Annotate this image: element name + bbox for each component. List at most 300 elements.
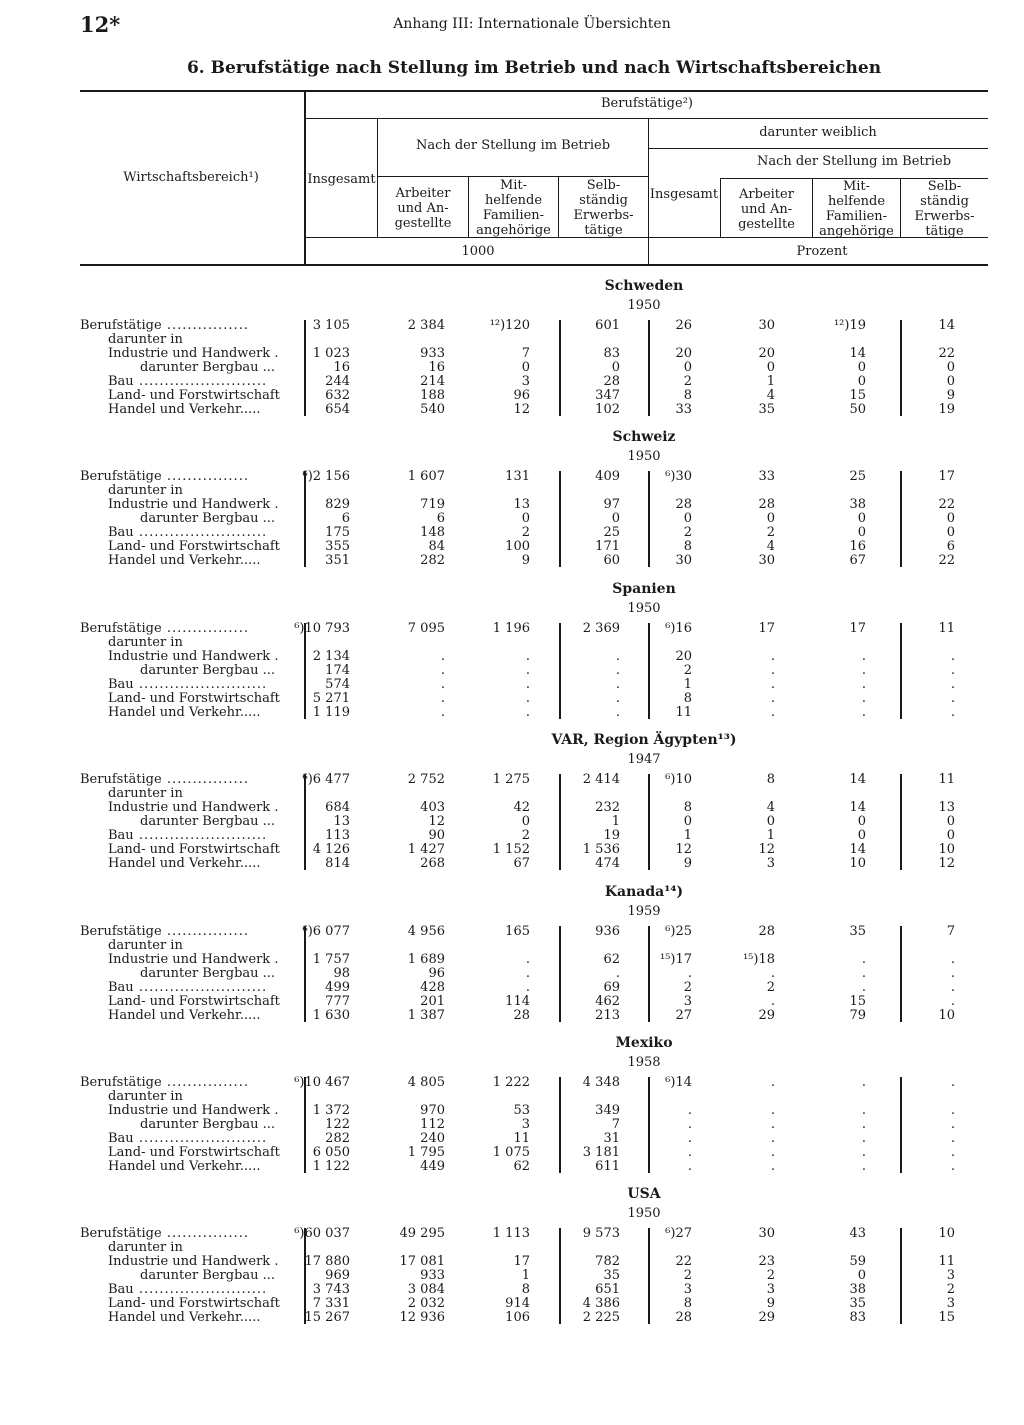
table-cell: 4 805 (407, 1075, 445, 1090)
table-cell: 31 (603, 1131, 620, 1146)
table-cell: 970 (420, 1103, 445, 1118)
table-cell: 30 (758, 1226, 775, 1241)
row-label-text: Bau (108, 525, 134, 540)
row-label (108, 635, 290, 650)
row-label (80, 1075, 290, 1090)
census-year: 1959 (627, 904, 661, 919)
table-cell: 19 (938, 402, 955, 417)
row-label (140, 1268, 290, 1283)
table-cell: 20 (675, 649, 692, 664)
table-cell: 29 (758, 1008, 775, 1023)
row-label-text: Handel und Verkehr..... (108, 705, 261, 720)
table-cell: 1 536 (582, 842, 620, 857)
row-label (108, 402, 290, 417)
table-cell: 3 (521, 374, 530, 389)
table-cell: 347 (595, 388, 620, 403)
table-cell: 3 105 (312, 318, 350, 333)
table-cell: . (770, 1117, 775, 1132)
row-label-text: darunter in (108, 332, 183, 347)
table-cell: 7 (521, 346, 530, 361)
table-cell: 8 (521, 1282, 530, 1297)
table-cell: . (861, 1145, 866, 1160)
table-cell: . (770, 994, 775, 1009)
country-name: Schweiz (612, 429, 676, 445)
row-label-text: darunter Bergbau ... (140, 360, 276, 375)
table-cell: 12 (758, 842, 775, 857)
table-cell: 2 (683, 525, 692, 540)
table-cell: ⁶)16 (665, 621, 692, 636)
row-label (108, 856, 290, 871)
table-cell: ⁶)2 156 (302, 469, 350, 484)
table-cell: 3 743 (312, 1282, 350, 1297)
table-cell: 777 (325, 994, 350, 1009)
table-cell: 11 (938, 1254, 955, 1269)
table-cell: . (687, 1131, 692, 1146)
table-cell: 122 (325, 1117, 350, 1132)
table-cell: 0 (521, 814, 530, 829)
table-cell: 0 (946, 374, 955, 389)
header-berufstaetige: Berufstätige²) (601, 96, 693, 111)
table-cell: 7 (946, 924, 955, 939)
table-cell: 2 032 (407, 1296, 445, 1311)
table-cell: . (687, 966, 692, 981)
row-label-text: Handel und Verkehr..... (108, 856, 261, 871)
table-cell: . (525, 980, 530, 995)
row-label-text: darunter Bergbau ... (140, 663, 276, 678)
table-cell: 4 (766, 539, 775, 554)
table-cell: 14 (849, 800, 866, 815)
table-cell: . (770, 663, 775, 678)
table-cell: 2 (521, 828, 530, 843)
row-label-text: Bau (108, 677, 134, 692)
row-label-text: Land- und Forstwirtschaft (108, 1145, 280, 1160)
table-cell: 8 (683, 800, 692, 815)
row-label-text: Industrie und Handwerk . (108, 952, 279, 967)
table-cell: 2 (766, 525, 775, 540)
table-cell: . (770, 1131, 775, 1146)
table-cell: 96 (428, 966, 445, 981)
table-cell: . (861, 691, 866, 706)
table-cell: 0 (857, 374, 866, 389)
table-cell: . (950, 952, 955, 967)
leader-dots: ................ (161, 469, 249, 484)
row-label-text: Handel und Verkehr..... (108, 1008, 261, 1023)
table-cell: 13 (938, 800, 955, 815)
table-cell: 213 (595, 1008, 620, 1023)
table-cell: 0 (946, 360, 955, 375)
header-darunter-weiblich: darunter weiblich (759, 125, 877, 140)
leader-dots: ......................... (133, 828, 268, 843)
table-cell: 19 (603, 828, 620, 843)
table-cell: 540 (420, 402, 445, 417)
row-label (108, 842, 290, 857)
table-cell: 0 (683, 511, 692, 526)
table-cell: ⁶)6 077 (302, 924, 350, 939)
table-cell: 83 (849, 1310, 866, 1325)
table-cell: 1 (611, 814, 620, 829)
table-cell: 11 (513, 1131, 530, 1146)
table-cell: 38 (849, 497, 866, 512)
table-cell: ⁶)10 (665, 772, 692, 787)
row-label-text: Berufstätige (80, 772, 162, 787)
table-cell: 20 (758, 346, 775, 361)
table-cell: ⁶)10 467 (294, 1075, 350, 1090)
row-label-text: Bau (108, 1131, 134, 1146)
table-cell: . (615, 705, 620, 720)
table-cell: . (525, 663, 530, 678)
table-cell: 2 414 (582, 772, 620, 787)
table-cell: . (615, 691, 620, 706)
table-cell: 814 (325, 856, 350, 871)
row-label (108, 1131, 290, 1146)
table-cell: 30 (758, 318, 775, 333)
header-wirtschaftsbereich: Wirtschaftsbereich¹) (123, 170, 259, 185)
table-cell: 102 (595, 402, 620, 417)
row-label (108, 1103, 290, 1118)
country-name: Spanien (612, 581, 676, 597)
table-cell: 35 (603, 1268, 620, 1283)
table-cell: ⁶)30 (665, 469, 692, 484)
table-cell: 1 630 (312, 1008, 350, 1023)
row-label (108, 677, 290, 692)
table-cell: ⁶)60 037 (294, 1226, 350, 1241)
table-cell: 67 (849, 553, 866, 568)
row-label (108, 800, 290, 815)
row-label (108, 346, 290, 361)
table-cell: 0 (683, 814, 692, 829)
row-label-text: Bau (108, 980, 134, 995)
row-label-text: Industrie und Handwerk . (108, 649, 279, 664)
table-cell: 3 084 (407, 1282, 445, 1297)
table-cell: . (950, 677, 955, 692)
row-label (80, 772, 290, 787)
row-label-text: Berufstätige (80, 621, 162, 636)
table-cell: 17 (513, 1254, 530, 1269)
row-label (140, 814, 290, 829)
table-cell: 8 (683, 691, 692, 706)
table-cell: 244 (325, 374, 350, 389)
table-cell: 1 275 (492, 772, 530, 787)
row-label-text: darunter Bergbau ... (140, 1268, 276, 1283)
country-name: VAR, Region Ägypten¹³) (551, 732, 737, 748)
header-nach-stellung: Nach der Stellung im Betrieb (415, 138, 611, 153)
table-cell: . (861, 1075, 866, 1090)
row-label-text: Bau (108, 1282, 134, 1297)
leader-dots: ......................... (133, 374, 268, 389)
table-cell: . (861, 1131, 866, 1146)
country-name: Kanada¹⁴) (604, 884, 684, 900)
table-cell: 349 (595, 1103, 620, 1118)
table-cell: 12 (513, 402, 530, 417)
table-cell: 23 (758, 1254, 775, 1269)
row-label (108, 786, 290, 801)
row-label-text: Land- und Forstwirtschaft (108, 1296, 280, 1311)
table-cell: 936 (595, 924, 620, 939)
table-cell: 4 (766, 388, 775, 403)
table-cell: 2 (683, 980, 692, 995)
table-cell: 0 (766, 360, 775, 375)
table-cell: 9 (683, 856, 692, 871)
table-cell: 0 (946, 828, 955, 843)
table-cell: . (950, 649, 955, 664)
table-cell: 574 (325, 677, 350, 692)
table-cell: 232 (595, 800, 620, 815)
row-label-text: darunter Bergbau ... (140, 814, 276, 829)
table-cell: 933 (420, 346, 445, 361)
census-year: 1947 (627, 752, 661, 767)
table-cell: . (525, 705, 530, 720)
table-cell: 1 023 (312, 346, 350, 361)
leader-dots: ......................... (133, 525, 268, 540)
header-nach-stellung-weiblich: Nach der Stellung im Betrieb (756, 154, 952, 169)
table-cell: 2 (683, 1268, 692, 1283)
row-label-text: Handel und Verkehr..... (108, 1310, 261, 1325)
table-cell: ⁶)10 793 (294, 621, 350, 636)
table-cell: 28 (675, 1310, 692, 1325)
table-cell: 113 (325, 828, 350, 843)
table-cell: . (770, 1103, 775, 1118)
table-cell: 0 (857, 511, 866, 526)
row-label-text: darunter in (108, 1089, 183, 1104)
table-cell: 3 (683, 994, 692, 1009)
table-cell: 16 (333, 360, 350, 375)
page-number: 12* (80, 12, 121, 37)
table-cell: ¹²)120 (489, 318, 530, 333)
table-cell: 3 181 (582, 1145, 620, 1160)
table-cell: 10 (938, 1226, 955, 1241)
table-cell: . (687, 1103, 692, 1118)
table-cell: 11 (938, 772, 955, 787)
table-cell: 0 (611, 511, 620, 526)
table-cell: 428 (420, 980, 445, 995)
row-label-text: Land- und Forstwirtschaft (108, 994, 280, 1009)
table-cell: 1 795 (407, 1145, 445, 1160)
row-label (80, 1226, 290, 1241)
table-cell: 17 (758, 621, 775, 636)
table-cell: 11 (675, 705, 692, 720)
table-cell: 268 (420, 856, 445, 871)
table-cell: 282 (325, 1131, 350, 1146)
table-cell: 0 (857, 525, 866, 540)
table-cell: . (770, 691, 775, 706)
table-cell: 0 (683, 360, 692, 375)
table-cell: 22 (938, 497, 955, 512)
table-cell: ⁶)27 (665, 1226, 692, 1241)
table-cell: 13 (513, 497, 530, 512)
table-cell: . (950, 1145, 955, 1160)
row-label-text: Industrie und Handwerk . (108, 1103, 279, 1118)
table-cell: 10 (938, 842, 955, 857)
table-cell: 62 (603, 952, 620, 967)
row-label (108, 938, 290, 953)
table-cell: . (525, 952, 530, 967)
table-cell: 14 (849, 842, 866, 857)
row-label (80, 469, 290, 484)
table-cell: 25 (603, 525, 620, 540)
table-cell: 33 (675, 402, 692, 417)
table-cell: 12 (675, 842, 692, 857)
table-cell: 22 (675, 1254, 692, 1269)
table-cell: 2 225 (582, 1310, 620, 1325)
table-cell: 3 (946, 1268, 955, 1283)
table-cell: 53 (513, 1103, 530, 1118)
row-label (80, 621, 290, 636)
table-cell: 9 (946, 388, 955, 403)
table-cell: 17 (849, 621, 866, 636)
row-label-text: Land- und Forstwirtschaft (108, 842, 280, 857)
header-bottom-rule (80, 264, 988, 266)
table-cell: 0 (766, 511, 775, 526)
table-cell: 9 (521, 553, 530, 568)
table-cell: . (770, 966, 775, 981)
row-label-text: Land- und Forstwirtschaft (108, 539, 280, 554)
table-cell: 15 (849, 994, 866, 1009)
table-cell: 27 (675, 1008, 692, 1023)
table-cell: 0 (766, 814, 775, 829)
table-cell: 12 936 (399, 1310, 445, 1325)
table-cell: . (861, 1159, 866, 1174)
table-cell: 30 (675, 553, 692, 568)
table-cell: . (861, 649, 866, 664)
table-cell: 2 134 (312, 649, 350, 664)
table-cell: 67 (513, 856, 530, 871)
table-cell: . (525, 649, 530, 664)
row-label-text: darunter in (108, 938, 183, 953)
table-cell: 6 (436, 511, 445, 526)
row-label-text: darunter Bergbau ... (140, 1117, 276, 1132)
table-cell: 148 (420, 525, 445, 540)
table-cell: ¹²)19 (833, 318, 866, 333)
table-cell: 0 (946, 511, 955, 526)
leader-dots: ................ (161, 1226, 249, 1241)
table-cell: 0 (857, 1268, 866, 1283)
table-cell: 15 (938, 1310, 955, 1325)
table-cell: 12 (938, 856, 955, 871)
header-mithelfende: Mit- helfende Familien- angehörige (476, 178, 551, 238)
row-label (108, 1145, 290, 1160)
table-cell: 282 (420, 553, 445, 568)
header-rule (378, 176, 648, 177)
header-rule (648, 148, 988, 149)
leader-dots: ................ (161, 1075, 249, 1090)
leader-dots: ......................... (133, 677, 268, 692)
table-cell: . (615, 663, 620, 678)
table-cell: . (861, 952, 866, 967)
table-cell: 933 (420, 1268, 445, 1283)
table-cell: . (615, 677, 620, 692)
census-year: 1958 (627, 1055, 661, 1070)
header-top-rule (80, 90, 988, 92)
table-cell: 25 (849, 469, 866, 484)
leader-dots: ................ (161, 772, 249, 787)
table-cell: 654 (325, 402, 350, 417)
table-cell: . (440, 691, 445, 706)
table-cell: . (687, 1145, 692, 1160)
census-year: 1950 (627, 298, 661, 313)
row-label-text: darunter Bergbau ... (140, 511, 276, 526)
table-cell: 1 (683, 828, 692, 843)
table-cell: 201 (420, 994, 445, 1009)
table-cell: ¹⁵)18 (742, 952, 775, 967)
table-cell: 15 267 (304, 1310, 350, 1325)
table-cell: . (770, 705, 775, 720)
table-cell: 1 689 (407, 952, 445, 967)
table-cell: 17 081 (399, 1254, 445, 1269)
table-cell: . (861, 677, 866, 692)
row-label-text: darunter in (108, 635, 183, 650)
row-label-text: Industrie und Handwerk . (108, 497, 279, 512)
table-cell: . (950, 663, 955, 678)
header-insgesamt: Insgesamt (307, 172, 376, 187)
table-cell: 1 387 (407, 1008, 445, 1023)
row-label-text: Berufstätige (80, 1226, 162, 1241)
table-cell: 10 (849, 856, 866, 871)
row-label-text: Industrie und Handwerk . (108, 346, 279, 361)
table-cell: 4 (766, 800, 775, 815)
table-cell: 49 295 (399, 1226, 445, 1241)
table-cell: 2 369 (582, 621, 620, 636)
table-cell: 403 (420, 800, 445, 815)
table-cell: 6 (341, 511, 350, 526)
table-cell: 97 (603, 497, 620, 512)
table-cell: 98 (333, 966, 350, 981)
row-label (140, 966, 290, 981)
table-cell: 1 075 (492, 1145, 530, 1160)
header-selbstaendig: Selb- ständig Erwerbs- tätige (573, 178, 634, 238)
row-label-text: Berufstätige (80, 318, 162, 333)
table-cell: . (770, 1145, 775, 1160)
row-label-text: darunter Bergbau ... (140, 966, 276, 981)
leader-dots: ......................... (133, 980, 268, 995)
table-cell: . (770, 1075, 775, 1090)
table-cell: 0 (611, 360, 620, 375)
table-cell: 114 (505, 994, 530, 1009)
row-label (140, 663, 290, 678)
table-cell: 33 (758, 469, 775, 484)
table-cell: 59 (849, 1254, 866, 1269)
table-cell: . (440, 649, 445, 664)
table-cell: 1 122 (312, 1159, 350, 1174)
table-cell: 351 (325, 553, 350, 568)
table-cell: 214 (420, 374, 445, 389)
table-cell: 8 (766, 772, 775, 787)
row-label (80, 924, 290, 939)
table-cell: . (861, 966, 866, 981)
table-cell: 0 (946, 814, 955, 829)
table-cell: . (525, 966, 530, 981)
table-cell: 9 573 (582, 1226, 620, 1241)
table-cell: 30 (758, 553, 775, 568)
table-cell: . (861, 1103, 866, 1118)
row-label-text: Land- und Forstwirtschaft (108, 388, 280, 403)
table-cell: . (950, 966, 955, 981)
table-cell: . (525, 677, 530, 692)
table-cell: 38 (849, 1282, 866, 1297)
table-cell: 969 (325, 1268, 350, 1283)
table-cell: . (440, 663, 445, 678)
header-mithelfende-weiblich: Mit- helfende Familien- angehörige (819, 179, 894, 239)
table-cell: 1 372 (312, 1103, 350, 1118)
row-label (108, 828, 290, 843)
table-cell: 462 (595, 994, 620, 1009)
row-label (108, 1008, 290, 1023)
table-cell: 1 757 (312, 952, 350, 967)
table-cell: 1 113 (492, 1226, 530, 1241)
leader-dots: ................ (161, 924, 249, 939)
table-cell: 2 (521, 525, 530, 540)
row-label-text: Land- und Forstwirtschaft (108, 691, 280, 706)
table-cell: 0 (857, 360, 866, 375)
